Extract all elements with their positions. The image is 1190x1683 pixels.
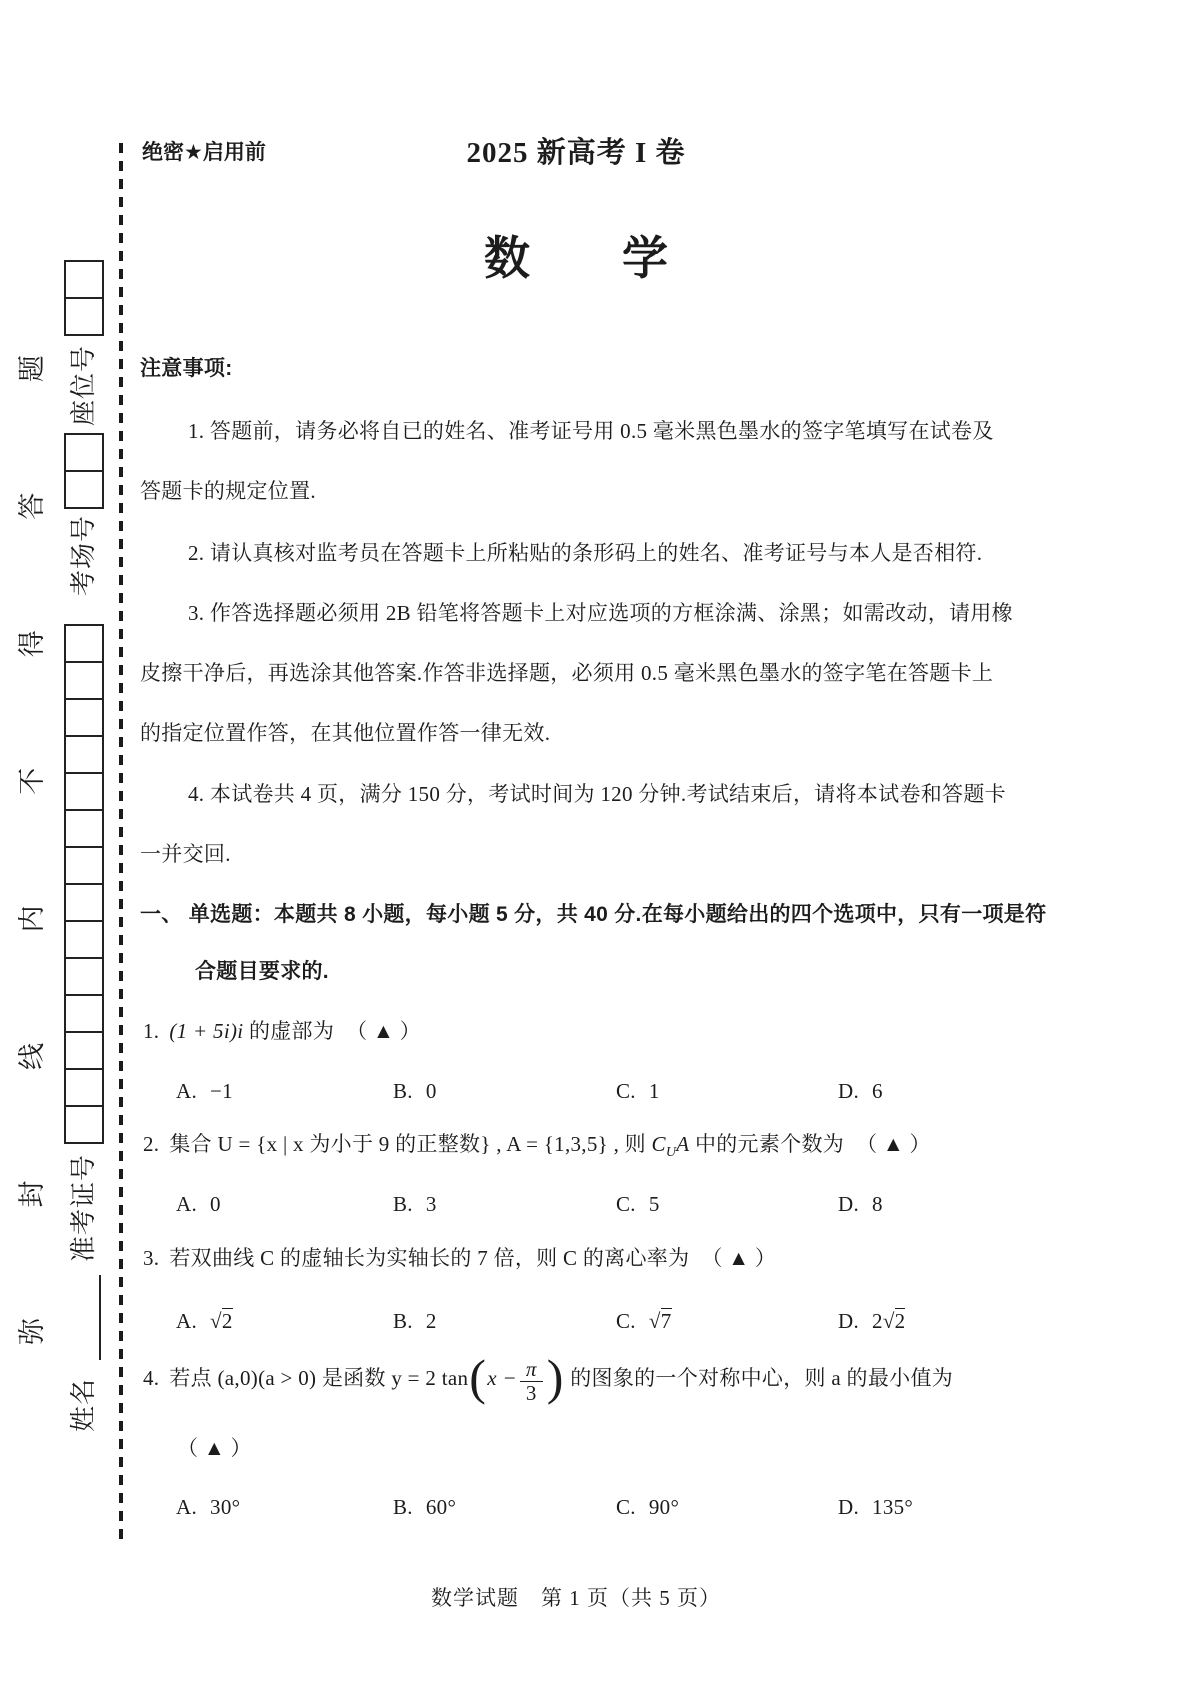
option-c: C. 1 — [616, 1079, 660, 1103]
section-heading-line1: 一、 单选题：本题共 8 小题，每小题 5 分，共 40 分.在每小题给出的四个选项中，只有一项是符 — [140, 903, 1047, 926]
answer-blank: （ ▲ ） — [701, 1246, 777, 1270]
stem-text: 若双曲线 C 的虚轴长为实轴长的 7 倍，则 C 的离心率为 — [169, 1246, 690, 1270]
grid-cell — [66, 959, 102, 996]
option-a: A. √2 — [176, 1309, 233, 1333]
option-a: A. 0 — [176, 1192, 221, 1216]
section-heading-line2: 合题目要求的. — [195, 960, 329, 983]
stem-text: 中的元素个数为 — [689, 1132, 845, 1156]
option-a: A. 30° — [176, 1495, 241, 1519]
seat-no-label: 座位号 — [69, 345, 98, 427]
option-b: B. 0 — [393, 1079, 437, 1103]
option-c: C. 90° — [616, 1495, 680, 1519]
notice-item3-line1: 3. 作答选择题必须用 2B 铅笔将答题卡上对应选项的方框涂满、涂黑；如需改动，请用橡 — [188, 601, 1013, 625]
seal-char: 不 — [16, 767, 47, 795]
classification-label: 绝密★启用前 — [142, 141, 266, 164]
fraction-denominator: 3 — [525, 1381, 537, 1406]
fraction-numerator: π — [520, 1358, 543, 1382]
notice-item3-line2: 皮擦干净后，再选涂其他答案.作答非选择题，必须用 0.5 毫米黑色墨水的签字笔在答题卡上 — [140, 661, 994, 685]
content-column — [140, 0, 1047, 1683]
notice-item4-line2: 一并交回. — [140, 842, 231, 866]
option-c: C. √7 — [616, 1309, 672, 1333]
grid-cell — [66, 996, 102, 1033]
big-paren-open: ( — [469, 1349, 487, 1406]
grid-cell — [66, 626, 102, 663]
option-b: B. 3 — [393, 1192, 437, 1216]
binding-dashed-line — [119, 143, 123, 1543]
seal-char: 弥 — [16, 1318, 47, 1345]
grid-cell — [66, 663, 102, 700]
notice-item1-line2: 答题卡的规定位置. — [140, 479, 316, 503]
math-expression: (1 + 5i)i — [169, 1019, 244, 1043]
grid-cell — [66, 1033, 102, 1070]
seal-char: 内 — [16, 905, 47, 933]
grid-cell — [66, 262, 102, 299]
option-b: B. 60° — [393, 1495, 457, 1519]
option-b: B. 2 — [393, 1309, 437, 1333]
grid-cell — [66, 922, 102, 959]
option-d: D. 2√2 — [838, 1309, 906, 1333]
seal-char: 答 — [16, 492, 47, 520]
grid-cell — [66, 885, 102, 922]
set-symbol: A — [676, 1132, 690, 1156]
grid-cell — [66, 700, 102, 737]
question-4-stem — [140, 1349, 1015, 1406]
grid-cell — [66, 299, 102, 334]
big-paren-close: ) — [546, 1349, 564, 1406]
exam-title: 2025 新高考 I 卷 — [466, 137, 686, 169]
grid-cell — [66, 848, 102, 885]
notice-item4-line1: 4. 本试卷共 4 页，满分 150 分，考试时间为 120 分钟.考试结束后，请将本试卷和答题卡 — [188, 782, 1006, 806]
seat-no-box — [64, 260, 104, 336]
seal-char: 得 — [16, 630, 47, 658]
option-d: D. 135° — [838, 1495, 914, 1519]
question-number: 4. — [143, 1366, 160, 1391]
exam-room-label: 考场号 — [69, 515, 98, 597]
grid-cell — [66, 435, 102, 472]
question-number: 3. — [143, 1246, 160, 1270]
option-d: D. 8 — [838, 1192, 883, 1216]
stem-text: 若点 (a,0)(a > 0) 是函数 y = 2 tan — [169, 1366, 469, 1391]
question-2-stem — [140, 1131, 1015, 1162]
grid-cell — [66, 472, 102, 507]
binding-fields-strip — [64, 260, 104, 1440]
notice-item2: 2. 请认真核对监考员在答题卡上所粘贴的条形码上的姓名、准考证号与本人是否相符. — [188, 541, 983, 565]
answer-blank: （ ▲ ） — [346, 1019, 421, 1043]
admission-no-grid — [64, 624, 104, 1144]
option-d: D. 6 — [838, 1079, 883, 1103]
seal-char: 封 — [16, 1180, 47, 1208]
answer-blank: （ ▲ ） — [856, 1132, 931, 1156]
question-3-stem — [140, 1245, 1015, 1272]
math-expression: x − — [487, 1366, 517, 1391]
question-number: 1. — [143, 1019, 160, 1043]
option-a: A. −1 — [176, 1079, 233, 1103]
notice-title: 注意事项: — [140, 357, 233, 380]
name-label: 姓名 — [69, 1377, 98, 1432]
exam-room-box — [64, 433, 104, 509]
seal-line-text — [15, 355, 49, 1345]
grid-cell — [66, 737, 102, 774]
notice-item3-line3: 的指定位置作答，在其他位置作答一律无效. — [140, 721, 551, 745]
page-footer: 数学试题 第 1 页（共 5 页） — [431, 1586, 721, 1610]
admission-no-label: 准考证号 — [69, 1154, 98, 1263]
subject-title: 数 学 — [484, 232, 668, 284]
stem-text: 集合 U = {x | x 为小于 9 的正整数} , A = {1,3,5} , 则 — [169, 1132, 652, 1156]
notice-item1-line1: 1. 答题前，请务必将自已的姓名、准考证号用 0.5 毫米黑色墨水的签字笔填写在试卷及 — [188, 419, 994, 443]
fraction — [520, 1358, 543, 1405]
question-4-answer-blank: （ ▲ ） — [177, 1436, 252, 1460]
name-underline — [73, 1275, 101, 1360]
stem-text: 的虚部为 — [243, 1019, 335, 1043]
seal-char: 线 — [16, 1042, 47, 1070]
question-number: 2. — [143, 1132, 160, 1156]
stem-text: 的图象的一个对称中心，则 a 的最小值为 — [570, 1366, 954, 1391]
complement-subscript: U — [665, 1145, 677, 1161]
grid-cell — [66, 1107, 102, 1142]
grid-cell — [66, 1070, 102, 1107]
complement-symbol: C — [651, 1132, 666, 1156]
seal-char: 题 — [16, 355, 47, 383]
grid-cell — [66, 811, 102, 848]
option-c: C. 5 — [616, 1192, 660, 1216]
question-1-stem — [140, 1018, 1015, 1045]
grid-cell — [66, 774, 102, 811]
